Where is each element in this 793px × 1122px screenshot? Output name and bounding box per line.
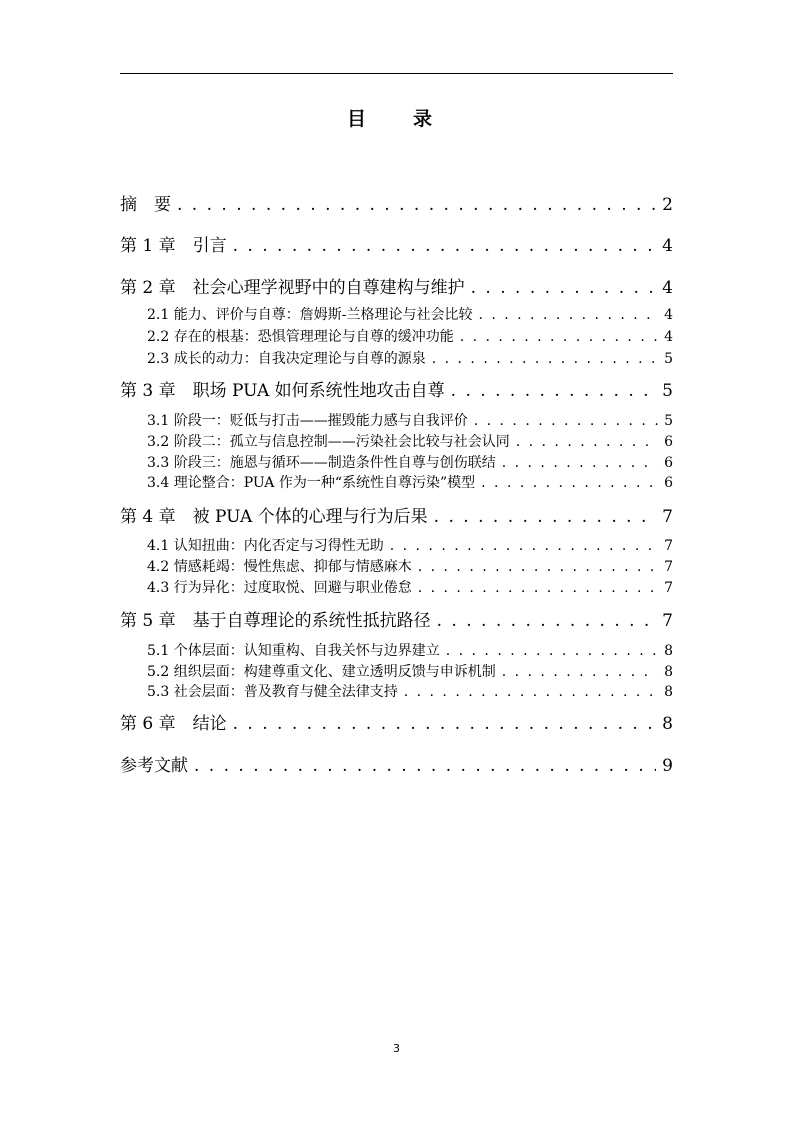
- toc-entry-label: 第 2 章 社会心理学视野中的自尊建构与维护: [120, 278, 465, 298]
- toc-entry-page: 8: [662, 714, 673, 734]
- toc-entry-page: 8: [664, 664, 673, 680]
- toc-leader-dots: [502, 664, 658, 680]
- toc-entry-label: 第 5 章 基于自尊理论的系统性抵抗路径: [120, 611, 431, 631]
- toc-entry-chapter-5[interactable]: [120, 606, 673, 631]
- toc-leader-dots: [233, 236, 657, 256]
- toc-leader-dots: [437, 611, 657, 631]
- toc-entry-label: 3.4 理论整合：PUA 作为一种“系统性自尊污染”模型: [147, 475, 476, 491]
- toc-entry-page: 7: [664, 559, 673, 575]
- toc-leader-dots: [481, 475, 658, 491]
- toc-entry-page: 4: [662, 236, 673, 256]
- toc-entry-label: 2.2 存在的根基：恐惧管理理论与自尊的缓冲功能: [147, 329, 454, 345]
- toc-entry-page: 5: [664, 351, 673, 367]
- toc-entry-section-3-3[interactable]: [120, 452, 673, 472]
- toc-leader-dots: [418, 559, 658, 575]
- toc-entry-section-4-3[interactable]: [120, 577, 673, 597]
- toc-entry-section-5-3[interactable]: [120, 681, 673, 701]
- page-title: 目 录: [346, 108, 446, 130]
- toc-leader-dots: [474, 413, 658, 429]
- toc-entry-page: 6: [664, 455, 673, 471]
- toc-entry-label: 第 6 章 结论: [120, 714, 227, 734]
- toc-entry-section-4-1[interactable]: [120, 535, 673, 555]
- toc-entry-label: 参考文献: [120, 756, 188, 776]
- toc-leader-dots: [434, 507, 657, 527]
- toc-leader-dots: [432, 351, 658, 367]
- toc-entry-label: 第 3 章 职场 PUA 如何系统性地攻击自尊: [120, 381, 445, 401]
- toc-entry-page: 7: [662, 507, 673, 527]
- toc-leader-dots: [390, 538, 658, 554]
- toc-entry-chapter-1[interactable]: [120, 231, 673, 256]
- toc-entry-label: 4.1 认知扭曲：内化否定与习得性无助: [147, 538, 384, 554]
- toc-leader-dots: [460, 329, 658, 345]
- toc-entry-page: 6: [664, 475, 673, 491]
- toc-entry-page: 7: [662, 611, 673, 631]
- toc-leader-dots: [471, 278, 657, 298]
- toc-entry-label: 3.2 阶段二：孤立与信息控制——污染社会比较与社会认同: [147, 434, 510, 450]
- toc-entry-section-5-2[interactable]: [120, 661, 673, 681]
- toc-entry-section-2-3[interactable]: [120, 348, 673, 368]
- toc-entry-page: 5: [662, 381, 673, 401]
- toc-entry-label: 4.3 行为异化：过度取悦、回避与职业倦怠: [147, 580, 412, 596]
- toc-entry-label: 3.3 阶段三：施恩与循环——制造条件性自尊与创伤联结: [147, 455, 496, 471]
- toc-leader-dots: [418, 580, 658, 596]
- toc-entry-section-3-2[interactable]: [120, 431, 673, 451]
- toc-entry-label: 5.2 组织层面：构建尊重文化、建立透明反馈与申诉机制: [147, 664, 496, 680]
- toc-entry-chapter-3[interactable]: [120, 376, 673, 401]
- toc-leader-dots: [177, 195, 656, 215]
- toc-entry-section-2-2[interactable]: [120, 326, 673, 346]
- toc-entry-label: 5.3 社会层面：普及教育与健全法律支持: [147, 684, 398, 700]
- toc-entry-page: 4: [664, 307, 673, 323]
- toc-entry-page: 8: [664, 643, 673, 659]
- toc-leader-dots: [404, 684, 658, 700]
- toc-entry-label: 第 1 章 引言: [120, 236, 227, 256]
- toc-entry-page: 7: [664, 538, 673, 554]
- toc-leader-dots: [502, 455, 658, 471]
- toc-entry-label: 3.1 阶段一：贬低与打击——摧毁能力感与自我评价: [147, 413, 468, 429]
- toc-entry-page: 7: [664, 580, 673, 596]
- toc-entry-page: 9: [662, 756, 673, 776]
- toc-entry-section-3-1[interactable]: [120, 410, 673, 430]
- toc-leader-dots: [233, 714, 657, 734]
- toc-entry-section-3-4[interactable]: [120, 472, 673, 492]
- toc-entry-chapter-2[interactable]: [120, 273, 673, 298]
- toc-entry-label: 摘 要: [120, 195, 171, 215]
- toc-entry-abstract[interactable]: [120, 190, 673, 215]
- toc-entry-label: 2.3 成长的动力：自我决定理论与自尊的源泉: [147, 351, 426, 367]
- toc-leader-dots: [516, 434, 658, 450]
- toc-entry-section-4-2[interactable]: [120, 556, 673, 576]
- toc-entry-chapter-4[interactable]: [120, 502, 673, 527]
- toc-leader-dots: [194, 756, 656, 776]
- toc-entry-section-5-1[interactable]: [120, 640, 673, 660]
- toc-entry-page: 5: [664, 413, 673, 429]
- toc-entry-label: 第 4 章 被 PUA 个体的心理与行为后果: [120, 507, 428, 527]
- toc-leader-dots: [451, 381, 657, 401]
- toc-leader-dots: [478, 307, 658, 323]
- toc-entry-label: 2.1 能力、评价与自尊：詹姆斯-兰格理论与社会比较: [147, 307, 473, 323]
- toc-entry-chapter-6[interactable]: [120, 709, 673, 734]
- toc-entry-page: 4: [664, 329, 673, 345]
- toc-entry-page: 6: [664, 434, 673, 450]
- toc-leader-dots: [446, 643, 658, 659]
- page-number: 3: [393, 1042, 400, 1055]
- toc-entry-label: 5.1 个体层面：认知重构、自我关怀与边界建立: [147, 643, 440, 659]
- header-rule: [120, 73, 673, 74]
- toc-entry-label: 4.2 情感耗竭：慢性焦虑、抑郁与情感麻木: [147, 559, 412, 575]
- toc-entry-section-2-1[interactable]: [120, 304, 673, 324]
- toc-entry-page: 2: [662, 195, 673, 215]
- toc-entry-page: 4: [662, 278, 673, 298]
- toc-entry-page: 8: [664, 684, 673, 700]
- toc-entry-references[interactable]: [120, 751, 673, 776]
